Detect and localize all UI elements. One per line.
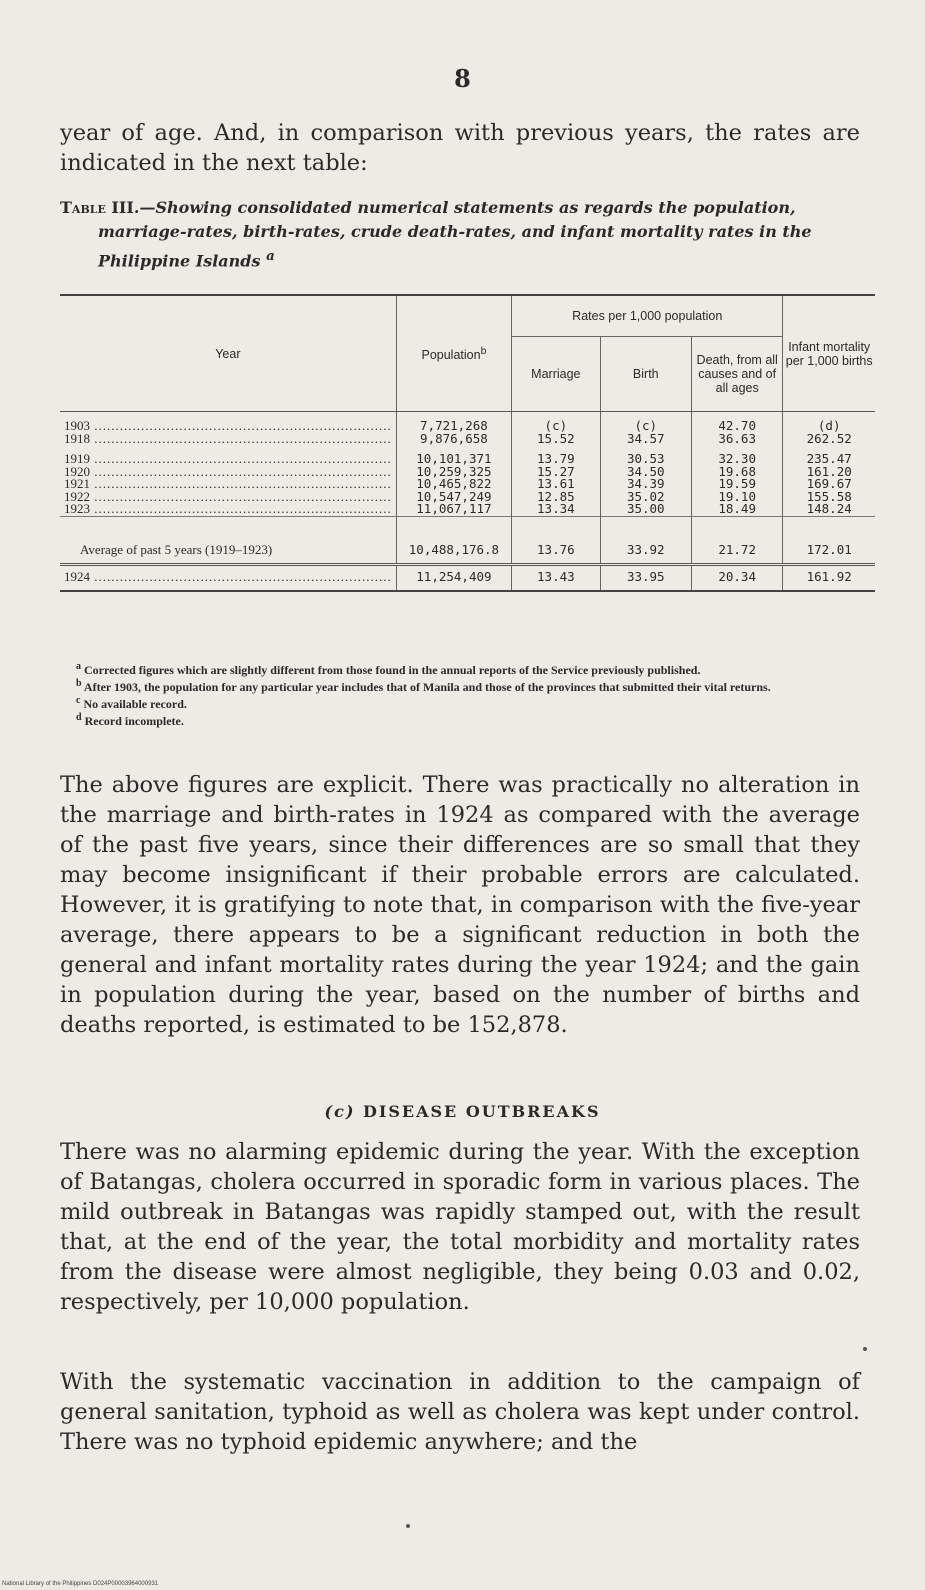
cell-birth: 34.39 — [600, 478, 691, 491]
scan-credit: National Library of the Philippines D024P00003964000931 — [2, 1581, 159, 1587]
cell-infant: 148.24 — [783, 503, 875, 516]
table-caption — [60, 196, 870, 273]
row-year: 1924 — [64, 569, 90, 585]
cell-marriage: (c) — [512, 420, 600, 433]
cell-population: 7,721,268 — [396, 420, 511, 433]
cell-death: 20.34 — [691, 564, 782, 591]
footnote — [60, 694, 875, 711]
footnote-text: Corrected figures which are slightly different from those found in the annual reports of the Service previously published. — [84, 663, 701, 677]
vital-statistics-table — [60, 294, 875, 592]
table-row — [60, 503, 875, 516]
cell-population: 10,465,822 — [396, 478, 511, 491]
footnote-mark: b — [76, 678, 82, 689]
cell-marriage: 13.61 — [512, 478, 600, 491]
cell-marriage: 15.52 — [512, 433, 600, 446]
section-label: (c) — [324, 1102, 356, 1121]
cell-marriage: 12.85 — [512, 491, 600, 504]
cell-birth: 33.95 — [600, 564, 691, 591]
table-caption-text: —Showing consolidated numerical statements as regards the population, marriage-rates, birth-rates, crude death-rates, and infant mortality rates in the Philippine Islands — [98, 198, 812, 271]
paragraph-typhoid: With the systematic vaccination in addition to the campaign of general sanitation, typhoid as well as cholera was kept under control. There was no typhoid epidemic anywhere; and the — [60, 1369, 860, 1455]
row-year: 1919 — [64, 453, 90, 466]
cell-population: 11,254,409 — [396, 564, 511, 591]
cell-birth: 35.02 — [600, 491, 691, 504]
cell-marriage: 13.34 — [512, 503, 600, 516]
header-year: Year — [60, 295, 396, 412]
paragraph-epidemic: There was no alarming epidemic during the year. With the exception of Batangas, cholera occurred in sporadic form in various places. The mild outbreak in Batangas was rapidly stamped out, with the result that, at the end of the year, the total morbidity and mortality rates from the disease were almost negligible, they being 0.03 and 0.02, respectively, per 10,000 population. — [60, 1139, 860, 1315]
cell-infant: 161.92 — [783, 564, 875, 591]
cell-death: 18.49 — [691, 503, 782, 516]
table-row — [60, 433, 875, 446]
section-title: DISEASE OUTBREAKS — [362, 1102, 601, 1121]
footnote-mark: d — [76, 712, 82, 723]
footnote — [60, 711, 875, 728]
cell-death: 19.10 — [691, 491, 782, 504]
cell-birth: 35.00 — [600, 503, 691, 516]
paragraph-figures: The above figures are explicit. There was practically no alteration in the marriage and birth-rates in 1924 as compared with the average of the past five years, since their differences are so small that they may become insignificant if their probable errors are calculated. However, it is gratifying to note that, in comparison with the five-year average, there appears to be a significant reduction in both the general and infant mortality rates during the year 1924; and the gain in population during the year, based on the number of births and deaths reported, is estimated to be 152,878. — [60, 772, 860, 1038]
header-death: Death, from all causes and of all ages — [691, 337, 782, 412]
cell-death: 21.72 — [691, 516, 782, 564]
cell-population: 10,101,371 — [396, 453, 511, 466]
row-year: 1903 — [64, 420, 90, 433]
header-population-note: b — [480, 345, 487, 357]
cell-marriage: 13.79 — [512, 453, 600, 466]
cell-birth: 30.53 — [600, 453, 691, 466]
footnote-mark: c — [76, 695, 81, 706]
row-year: 1921 — [64, 478, 90, 491]
footnote-text: After 1903, the population for any particular year includes that of Manila and those of the provinces that submitted their vital returns. — [83, 680, 771, 694]
footnote-mark: a — [76, 661, 81, 672]
cell-infant: 161.20 — [783, 466, 875, 479]
cell-marriage: 13.43 — [512, 564, 600, 591]
cell-infant: 172.01 — [783, 516, 875, 564]
header-population-label: Population — [421, 348, 481, 363]
intro-paragraph: year of age. And, in comparison with previous years, the rates are indicated in the next table: — [60, 120, 860, 176]
row-year: 1922 — [64, 490, 90, 503]
cell-birth: 33.92 — [600, 516, 691, 564]
cell-birth: 34.50 — [600, 466, 691, 479]
row-year: Average of past 5 years (1919–1923) — [60, 516, 396, 564]
header-rates-group: Rates per 1,000 population — [512, 295, 783, 337]
cell-death: 32.30 — [691, 453, 782, 466]
table-footnotes — [60, 660, 875, 728]
cell-infant: 235.47 — [783, 453, 875, 466]
row-year: 1920 — [64, 465, 90, 478]
table-caption-note-mark: a — [266, 248, 275, 264]
cell-infant: (d) — [783, 420, 875, 433]
print-mark — [406, 1524, 410, 1528]
cell-infant: 169.67 — [783, 478, 875, 491]
table-caption-lead: Table III. — [60, 198, 140, 217]
cell-birth: (c) — [600, 420, 691, 433]
average-row — [60, 516, 875, 564]
footnote-text: No available record. — [83, 697, 187, 711]
cell-population: 10,259,325 — [396, 466, 511, 479]
cell-infant: 155.58 — [783, 491, 875, 504]
footnote — [60, 660, 875, 677]
cell-marriage: 13.76 — [512, 516, 600, 564]
cell-population: 10,488,176.8 — [396, 516, 511, 564]
cell-population: 11,067,117 — [396, 503, 511, 516]
row-year: 1918 — [64, 432, 90, 445]
cell-population: 9,876,658 — [396, 433, 511, 446]
table-row-1924 — [60, 564, 875, 591]
footnote-text: Record incomplete. — [84, 714, 184, 728]
cell-death: 19.68 — [691, 466, 782, 479]
cell-infant: 262.52 — [783, 433, 875, 446]
section-heading — [0, 1102, 925, 1121]
row-year: 1923 — [64, 503, 90, 516]
header-infant: Infant mortality per 1,000 births — [783, 295, 875, 412]
cell-death: 36.63 — [691, 433, 782, 446]
print-mark — [863, 1347, 867, 1351]
header-marriage: Marriage — [512, 337, 600, 412]
page-number: 8 — [454, 64, 471, 93]
cell-population: 10,547,249 — [396, 491, 511, 504]
footnote — [60, 677, 875, 694]
cell-marriage: 15.27 — [512, 466, 600, 479]
cell-birth: 34.57 — [600, 433, 691, 446]
header-population — [396, 295, 511, 412]
cell-death: 42.70 — [691, 420, 782, 433]
cell-death: 19.59 — [691, 478, 782, 491]
header-birth: Birth — [600, 337, 691, 412]
